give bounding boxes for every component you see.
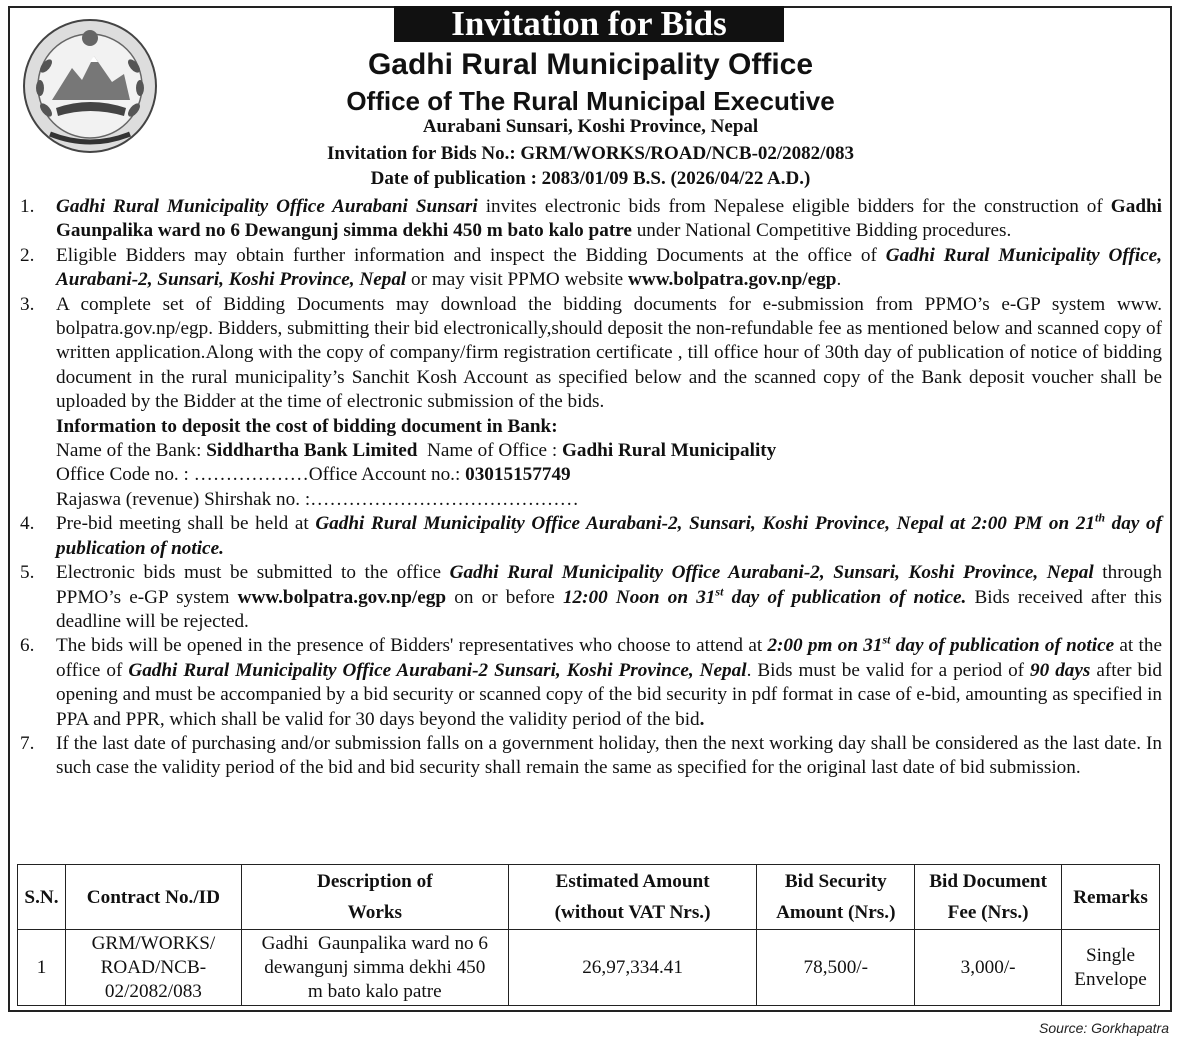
header-line: (without VAT Nrs.) bbox=[554, 902, 711, 923]
text-segment: Pre-bid meeting shall be held at bbox=[56, 513, 316, 535]
text-segment: on or before bbox=[446, 586, 563, 608]
organization-name: Gadhi Rural Municipality Office bbox=[367, 48, 814, 81]
cell-line: Envelope bbox=[1074, 968, 1147, 990]
header-line: Estimated Amount bbox=[555, 871, 710, 892]
bank-name: Siddhartha Bank Limited bbox=[206, 440, 418, 462]
text-segment: day of publication of notice. bbox=[723, 586, 967, 608]
text-segment: day of publication of notice bbox=[890, 635, 1115, 657]
header-contract: Contract No./ID bbox=[65, 865, 241, 930]
text-segment: . bbox=[699, 708, 705, 730]
clause-text: A complete set of Bidding Documents may download the bidding documents for e-submission from PPMO’s e-GP system www. bolpatra.gov.np/egp. Bidders, submitting their bid electronically,should deposit the non-refundable fee as mentioned below and scanned copy of written application.Along with the copy of company/firm registration certificate , till office hour of 30th day of publication of notice of bidding document in the rural municipality’s Sanchit Kosh Account as specified below and the scanned copy of the Bank deposit voucher shall be uploaded by the Bidder at the time of electronic submission of the bids. bbox=[56, 293, 1162, 413]
ordinal-suffix: st bbox=[715, 584, 724, 599]
cell-sn: 1 bbox=[18, 930, 66, 1006]
office-subtitle: Office of The Rural Municipal Executive bbox=[346, 86, 835, 116]
clause-5 bbox=[14, 561, 1162, 634]
clause-number: 4. bbox=[20, 513, 35, 535]
clause-7 bbox=[14, 732, 1162, 781]
clause-number: 2. bbox=[20, 244, 35, 266]
clause-number: 5. bbox=[20, 562, 35, 584]
clause-3 bbox=[14, 293, 1162, 415]
header-line: Fee (Nrs.) bbox=[947, 902, 1029, 923]
header-line: Bid Security bbox=[784, 871, 887, 892]
header-remarks: Remarks bbox=[1062, 865, 1160, 930]
clause-text bbox=[56, 561, 1162, 634]
cell-document-fee: 3,000/- bbox=[915, 930, 1062, 1006]
cell-bid-security: 78,500/- bbox=[757, 930, 915, 1006]
text-segment: day of publication of notice. bbox=[56, 513, 1162, 559]
clause-number: 6. bbox=[20, 635, 35, 657]
bank-name-line bbox=[56, 439, 1162, 463]
header-line: Works bbox=[347, 902, 402, 923]
opening-office: Gadhi Rural Municipality Office Aurabani-2 Sunsari, Koshi Province, Nepal bbox=[128, 659, 747, 681]
office-name: Gadhi Rural Municipality bbox=[561, 440, 777, 462]
cell-contract bbox=[65, 930, 241, 1006]
text-segment: at the office of bbox=[56, 635, 1162, 681]
cell-line: m bato kalo patre bbox=[307, 980, 442, 1002]
clause-text bbox=[56, 195, 1162, 244]
bank-info-heading: Information to deposit the cost of bidding document in Bank: bbox=[56, 415, 558, 437]
table-row bbox=[18, 930, 1160, 1006]
text-segment: . Bids must be valid for a period of bbox=[746, 659, 1031, 681]
clause-2 bbox=[14, 244, 1162, 293]
clause-text bbox=[56, 512, 1162, 561]
text-segment: . bbox=[836, 269, 842, 291]
clause-number: 7. bbox=[20, 732, 35, 754]
cell-line: 02/2082/083 bbox=[104, 980, 202, 1002]
ordinal-suffix: st bbox=[882, 632, 891, 647]
office-code-label: Office Code no. : ………………Office Account no.: bbox=[56, 464, 466, 486]
prebid-location: Gadhi Rural Municipality Office Aurabani-2, Sunsari, Koshi Province, Nepal at 2:00 PM on 21 bbox=[315, 513, 1096, 535]
clause-text bbox=[56, 634, 1162, 732]
validity-period: 90 days bbox=[1030, 659, 1091, 681]
header-line: Amount (Nrs.) bbox=[776, 902, 896, 923]
rajaswa-line: Rajaswa (revenue) Shirshak no. :…………………………………… bbox=[56, 488, 579, 510]
bid-table bbox=[17, 864, 1160, 1006]
text-segment: through PPMO’s e-GP system bbox=[56, 562, 1162, 608]
clause-6 bbox=[14, 634, 1162, 732]
ppmo-website-link[interactable]: www.bolpatra.gov.np/egp bbox=[237, 586, 447, 608]
text-segment: invites electronic bids from Nepalese eligible bidders for the construction of bbox=[477, 196, 1111, 217]
text-segment: or may visit PPMO website bbox=[406, 269, 628, 291]
cell-remarks bbox=[1062, 930, 1160, 1006]
text-segment: under National Competitive Bidding procedures. bbox=[631, 220, 1012, 242]
source-credit: Source: Gorkhapatra bbox=[1039, 1020, 1169, 1036]
office-label: Name of Office : bbox=[417, 440, 562, 462]
text-segment: Electronic bids must be submitted to the office bbox=[56, 562, 450, 584]
bank-information bbox=[14, 415, 1162, 513]
text-segment: Eligible Bidders may obtain further information and inspect the Bidding Documents at the office of bbox=[56, 244, 886, 266]
cell-description bbox=[241, 930, 508, 1006]
office-address: Aurabani Sunsari, Koshi Province, Nepal bbox=[422, 116, 759, 137]
header-document-fee bbox=[915, 865, 1062, 930]
office-account-number: 03015157749 bbox=[465, 464, 571, 486]
cell-estimated-amount: 26,97,334.41 bbox=[508, 930, 757, 1006]
clause-number: 3. bbox=[20, 293, 35, 315]
clause-4 bbox=[14, 512, 1162, 561]
header-line: Bid Document bbox=[929, 871, 1047, 892]
cell-line: GRM/WORKS/ bbox=[91, 932, 216, 954]
invitation-banner: Invitation for Bids bbox=[394, 6, 784, 42]
cell-line: ROAD/NCB- bbox=[100, 956, 207, 978]
table-header-row bbox=[18, 865, 1160, 930]
text-segment: after bid opening and must be accompanied by a bid security or scanned copy of the bid security in pdf format in case of e-bid, amounting as specified in PPA and PPR, which shall be valid for 30 days beyond the validity period of the bid bbox=[56, 659, 1163, 730]
office-code-line bbox=[56, 463, 1162, 487]
notice-body bbox=[14, 195, 1162, 781]
text-segment: The bids will be opened in the presence of Bidders' representatives who choose to attend at bbox=[56, 635, 768, 657]
ppmo-website-link[interactable]: www.bolpatra.gov.np/egp bbox=[627, 269, 837, 291]
header-sn: S.N. bbox=[18, 865, 66, 930]
submission-deadline: 12:00 Noon on 31 bbox=[562, 586, 716, 608]
header-bid-security bbox=[757, 865, 915, 930]
clause-number: 1. bbox=[20, 196, 35, 217]
clause-text bbox=[56, 244, 1162, 293]
clause-text: If the last date of purchasing and/or submission falls on a government holiday, then the next working day shall be considered as the last date. In such case the validity period of the bid and bid security shall remain the same as specified for the original last date of bid submission. bbox=[56, 732, 1162, 779]
submission-office: Gadhi Rural Municipality Office Aurabani-2, Sunsari, Koshi Province, Nepal bbox=[449, 562, 1094, 584]
publication-date: Date of publication : 2083/01/09 B.S. (2026/04/22 A.D.) bbox=[370, 168, 811, 189]
ordinal-suffix: th bbox=[1095, 510, 1106, 525]
cell-line: dewangunj simma dekhi 450 bbox=[264, 956, 486, 978]
clause-1 bbox=[14, 195, 1162, 244]
office-address-italic: Gadhi Rural Municipality Office, Aurabani-2, Sunsari, Koshi Province, Nepal bbox=[56, 244, 1162, 291]
header-line: Description of bbox=[316, 871, 433, 892]
header-estimated-amount bbox=[508, 865, 757, 930]
text-segment: Bids received after this deadline will be rejected. bbox=[56, 586, 1163, 632]
header-description bbox=[241, 865, 508, 930]
cell-line: Gadhi Gaunpalika ward no 6 bbox=[261, 932, 489, 954]
ifb-number: Invitation for Bids No.: GRM/WORKS/ROAD/NCB-02/2082/083 bbox=[327, 143, 854, 164]
project-name: Gadhi Gaunpalika ward no 6 Dewangunj simma dekhi 450 m bato kalo patre bbox=[56, 196, 1162, 242]
office-name-italic: Gadhi Rural Municipality Office Aurabani Sunsari bbox=[56, 196, 478, 217]
opening-time: 2:00 pm on 31 bbox=[767, 635, 883, 657]
cell-line: Single bbox=[1085, 944, 1136, 966]
bank-label: Name of the Bank: bbox=[56, 440, 207, 462]
